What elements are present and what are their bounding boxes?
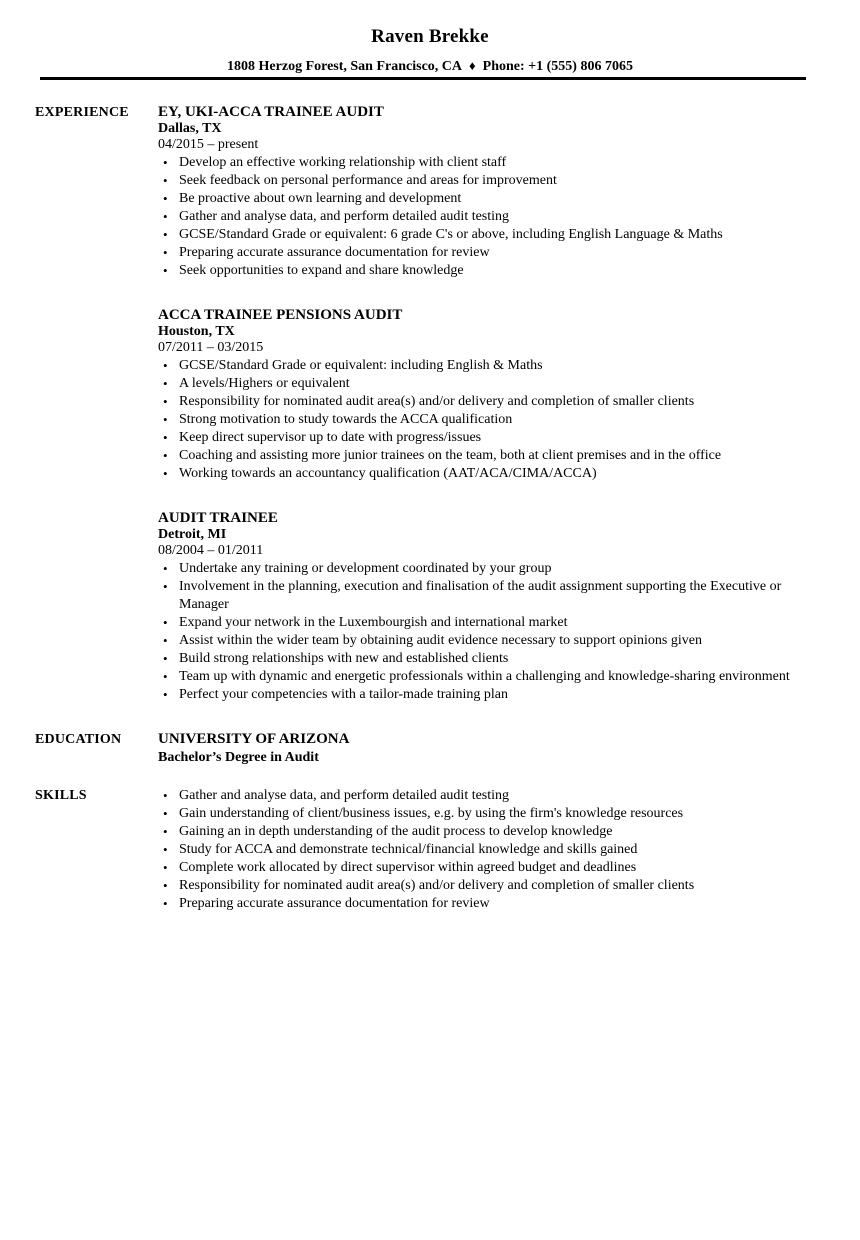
bullet-icon: •: [163, 376, 168, 391]
bullet-icon: •: [163, 878, 168, 893]
bullet-text: Complete work allocated by direct supervisor within agreed budget and deadlines: [179, 860, 637, 875]
bullet-text: Strong motivation to study towards the ACCA qualification: [179, 412, 513, 427]
bullet-text: Assist within the wider team by obtaining audit evidence necessary to support opinions given: [179, 633, 702, 648]
bullet-icon: •: [163, 896, 168, 911]
section-experience: [35, 103, 825, 704]
bullet-item: [158, 208, 818, 226]
job-location: Dallas, TX: [158, 121, 222, 136]
job-dates: 08/2004 – 01/2011: [158, 543, 264, 558]
bullet-item: [158, 686, 818, 704]
bullet-icon: •: [163, 651, 168, 666]
job-dates: 04/2015 – present: [158, 137, 259, 152]
bullet-icon: •: [163, 615, 168, 630]
bullet-text: Develop an effective working relationship with client staff: [179, 155, 507, 170]
job-location: Detroit, MI: [158, 527, 227, 542]
bullet-text: Working towards an accountancy qualification (AAT/ACA/CIMA/ACCA): [179, 466, 597, 481]
section-label-skills: SKILLS: [35, 788, 87, 803]
person-name: Raven Brekke: [371, 26, 489, 47]
resume-header: [35, 26, 825, 80]
bullet-item: [158, 226, 818, 244]
bullet-text: GCSE/Standard Grade or equivalent: including English & Maths: [179, 358, 543, 373]
bullet-text: Responsibility for nominated audit area(s) and/or delivery and completion of smaller clients: [179, 394, 695, 409]
bullet-icon: •: [163, 412, 168, 427]
bullet-item: [158, 614, 818, 632]
bullet-item: [158, 375, 818, 393]
job-title: AUDIT TRAINEE: [158, 510, 278, 526]
bullet-item: [158, 859, 818, 877]
bullet-item: [158, 668, 818, 686]
bullet-item: [158, 447, 818, 465]
bullet-item: [158, 841, 818, 859]
job-dates: 07/2011 – 03/2015: [158, 340, 264, 355]
bullet-item: [158, 429, 818, 447]
skills-bullet-list: [158, 787, 818, 913]
skills-content: [158, 786, 818, 913]
job-bullet-list: [158, 560, 818, 704]
bullet-text: Seek feedback on personal performance and areas for improvement: [179, 173, 557, 188]
bullet-text: Responsibility for nominated audit area(s) and/or delivery and completion of smaller clients: [179, 878, 695, 893]
bullet-icon: •: [163, 466, 168, 481]
bullet-icon: •: [163, 806, 168, 821]
bullet-text: Keep direct supervisor up to date with progress/issues: [179, 430, 482, 445]
bullet-icon: •: [163, 191, 168, 206]
bullet-text: Preparing accurate assurance documentation for review: [179, 896, 490, 911]
bullet-text: A levels/Highers or equivalent: [179, 376, 350, 391]
job-title: ACCA TRAINEE PENSIONS AUDIT: [158, 307, 403, 323]
bullet-text: Seek opportunities to expand and share knowledge: [179, 263, 464, 278]
bullet-icon: •: [163, 633, 168, 648]
job-title: EY, UKI-ACCA TRAINEE AUDIT: [158, 104, 384, 120]
bullet-text: Be proactive about own learning and development: [179, 191, 462, 206]
diamond-separator-icon: ♦: [469, 58, 476, 73]
bullet-item: [158, 895, 818, 913]
bullet-text: Preparing accurate assurance documentation for review: [179, 245, 490, 260]
bullet-icon: •: [163, 358, 168, 373]
section-label-education: EDUCATION: [35, 732, 122, 747]
bullet-text: Undertake any training or development coordinated by your group: [179, 561, 552, 576]
bullet-icon: •: [163, 561, 168, 576]
bullet-text: Gather and analyse data, and perform detailed audit testing: [179, 788, 510, 803]
bullet-icon: •: [163, 173, 168, 188]
bullet-icon: •: [163, 860, 168, 875]
bullet-text: Perfect your competencies with a tailor-made training plan: [179, 687, 508, 702]
bullet-icon: •: [163, 842, 168, 857]
bullet-text: Team up with dynamic and energetic professionals within a challenging and knowledge-sharing environment: [179, 669, 790, 684]
bullet-icon: •: [163, 430, 168, 445]
bullet-item: [158, 154, 818, 172]
education-content: [158, 730, 818, 767]
bullet-item: [158, 190, 818, 208]
section-skills: [35, 786, 825, 913]
bullet-icon: •: [163, 209, 168, 224]
bullet-item: [158, 172, 818, 190]
bullet-item: [158, 805, 818, 823]
bullet-text: Study for ACCA and demonstrate technical/financial knowledge and skills gained: [179, 842, 638, 857]
address-text: 1808 Herzog Forest, San Francisco, CA: [227, 59, 463, 74]
bullet-text: Expand your network in the Luxembourgish and international market: [179, 615, 568, 630]
job-entry: [158, 306, 818, 483]
bullet-icon: •: [163, 788, 168, 803]
bullet-icon: •: [163, 263, 168, 278]
bullet-item: [158, 465, 818, 483]
bullet-item: [158, 560, 818, 578]
bullet-icon: •: [163, 579, 168, 594]
bullet-item: [158, 823, 818, 841]
bullet-icon: •: [163, 227, 168, 242]
job-entry: [158, 509, 818, 704]
bullet-text: Gather and analyse data, and perform detailed audit testing: [179, 209, 510, 224]
section-education: [35, 730, 825, 767]
bullet-icon: •: [163, 245, 168, 260]
bullet-item: [158, 262, 818, 280]
bullet-item: [158, 787, 818, 805]
job-location: Houston, TX: [158, 324, 235, 339]
bullet-item: [158, 357, 818, 375]
bullet-text: Gaining an in depth understanding of the audit process to develop knowledge: [179, 824, 613, 839]
bullet-item: [158, 877, 818, 895]
bullet-icon: •: [163, 394, 168, 409]
section-label-experience: EXPERIENCE: [35, 105, 129, 120]
bullet-text: Coaching and assisting more junior trainees on the team, both at client premises and in the office: [179, 448, 722, 463]
bullet-item: [158, 632, 818, 650]
bullet-item: [158, 393, 818, 411]
bullet-icon: •: [163, 448, 168, 463]
bullet-icon: •: [163, 669, 168, 684]
bullet-icon: •: [163, 687, 168, 702]
bullet-icon: •: [163, 155, 168, 170]
bullet-icon: •: [163, 824, 168, 839]
bullet-text: Gain understanding of client/business issues, e.g. by using the firm's knowledge resources: [179, 806, 684, 821]
job-bullet-list: [158, 154, 818, 280]
job-entry: [158, 103, 818, 280]
school-name: UNIVERSITY OF ARIZONA: [158, 731, 350, 747]
experience-content: [158, 103, 818, 704]
bullet-item: [158, 411, 818, 429]
bullet-text: Involvement in the planning, execution and finalisation of the audit assignment supporting the Executive or Manager: [179, 579, 782, 612]
phone-text: Phone: +1 (555) 806 7065: [482, 59, 633, 74]
degree-name: Bachelor’s Degree in Audit: [158, 750, 319, 765]
bullet-text: GCSE/Standard Grade or equivalent: 6 grade C's or above, including English Language & Maths: [179, 227, 723, 242]
header-divider-rule: [40, 77, 806, 80]
bullet-text: Build strong relationships with new and established clients: [179, 651, 509, 666]
bullet-item: [158, 578, 818, 614]
contact-line: [35, 57, 825, 75]
bullet-item: [158, 244, 818, 262]
bullet-item: [158, 650, 818, 668]
job-bullet-list: [158, 357, 818, 483]
